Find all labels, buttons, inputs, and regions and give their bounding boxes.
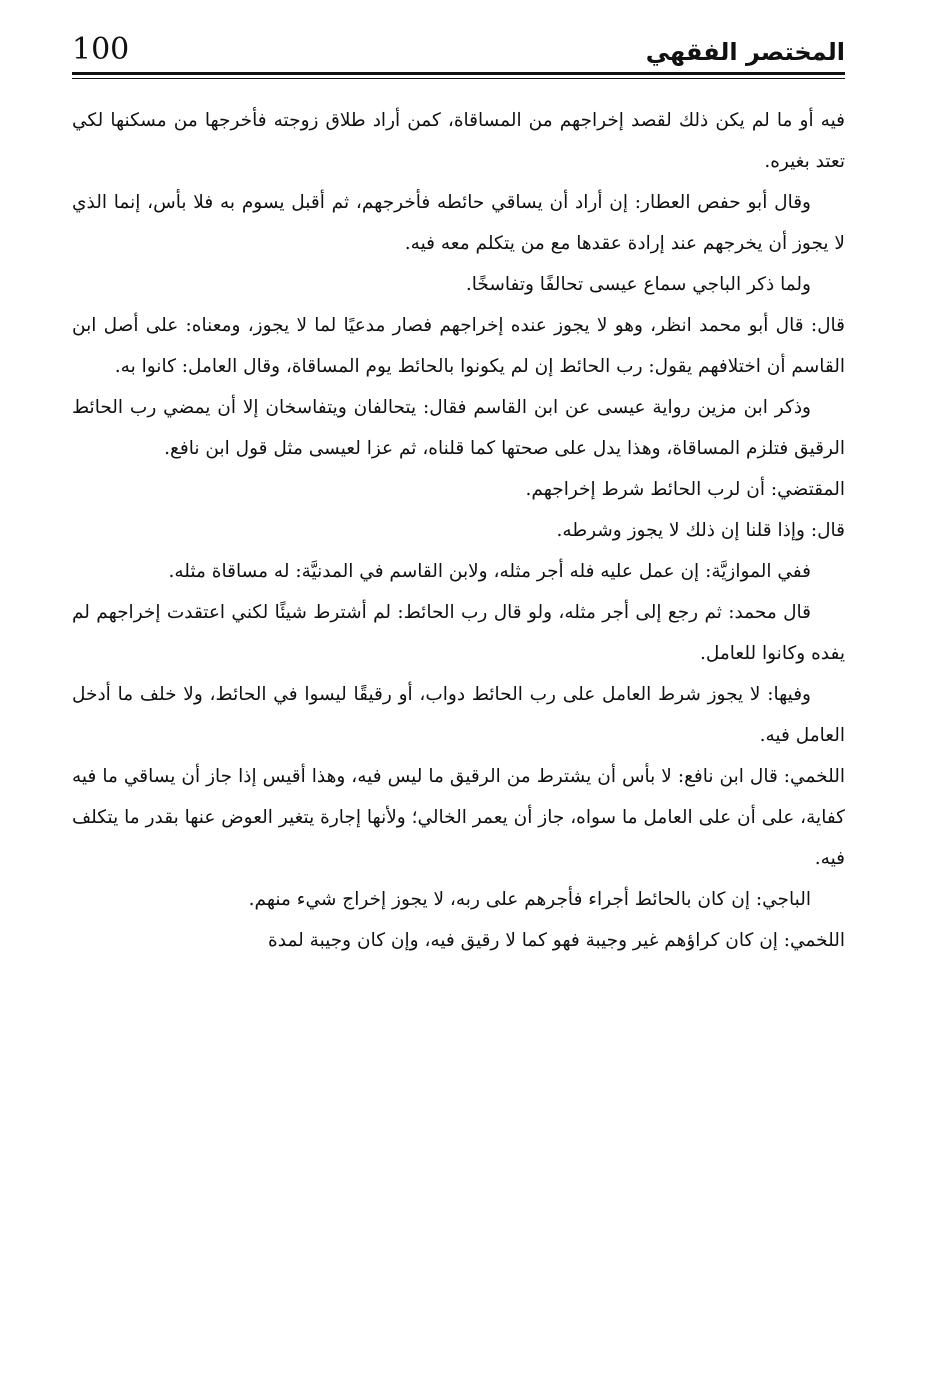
- header-rule-thick: [72, 72, 845, 75]
- header-rule-thin: [72, 78, 845, 79]
- paragraph: وقال أبو حفص العطار: إن أراد أن يساقي حائطه فأخرجهم، ثم أقبل يسوم به فلا بأس، إنما الذي لا يجوز أن يخرجهم عند إرادة عقدها مع من يتكلم معه فيه.: [72, 192, 845, 254]
- paragraph: قال محمد: ثم رجع إلى أجر مثله، ولو قال رب الحائط: لم أشترط شيئًا لكني اعتقدت إخراجهم لم يفده وكانوا للعامل.: [72, 602, 845, 664]
- page-header: [72, 30, 845, 72]
- paragraph: الباجي: إن كان بالحائط أجراء فأجرهم على ربه، لا يجوز إخراج شيء منهم.: [248, 889, 811, 910]
- page-number: 100: [72, 32, 130, 67]
- paragraph: فيه أو ما لم يكن ذلك لقصد إخراجهم من المساقاة، كمن أراد طلاق زوجته فأخرجها من مسكنها لكي تعتد بغيره.: [72, 110, 845, 172]
- paragraph: وذكر ابن مزين رواية عيسى عن ابن القاسم فقال: يتحالفان ويتفاسخان إلا أن يمضي رب الحائط الرقيق فتلزم المساقاة، وهذا يدل على صحتها كما قلناه، ثم عزا لعيسى مثل قول ابن نافع.: [72, 397, 845, 459]
- paragraph: المقتضي: أن لرب الحائط شرط إخراجهم.: [525, 479, 845, 500]
- paragraph: قال: وإذا قلنا إن ذلك لا يجوز وشرطه.: [556, 520, 845, 541]
- body-text: [72, 100, 845, 961]
- paragraph: قال: قال أبو محمد انظر، وهو لا يجوز عنده إخراجهم فصار مدعيًا لما لا يجوز، ومعناه: على أصل ابن القاسم أن اختلافهم يقول: رب الحائط إن لم يكونوا بالحائط يوم المساقاة، وقال العامل: كانوا به.: [72, 315, 845, 377]
- paragraph: ففي الموازيَّة: إن عمل عليه فله أجر مثله، ولابن القاسم في المدنيَّة: له مساقاة مثله.: [168, 561, 811, 582]
- paragraph: ولما ذكر الباجي سماع عيسى تحالفًا وتفاسخًا.: [465, 274, 811, 295]
- paragraph: وفيها: لا يجوز شرط العامل على رب الحائط دواب، أو رقيقًا ليسوا في الحائط، ولا خلف ما أدخل العامل فيه.: [72, 684, 845, 746]
- book-title: المختصر الفقهي: [645, 38, 845, 66]
- paragraph: اللخمي: إن كان كراؤهم غير وجيبة فهو كما لا رقيق فيه، وإن كان وجيبة لمدة: [268, 930, 845, 951]
- paragraph: اللخمي: قال ابن نافع: لا بأس أن يشترط من الرقيق ما ليس فيه، وهذا أقيس إذا جاز أن يساقي ما فيه كفاية، على أن على العامل ما سواه، جاز أن يعمر الخالي؛ ولأنها إجارة يتغير العوض عنها بقدر ما يتكلف فيه.: [72, 766, 845, 869]
